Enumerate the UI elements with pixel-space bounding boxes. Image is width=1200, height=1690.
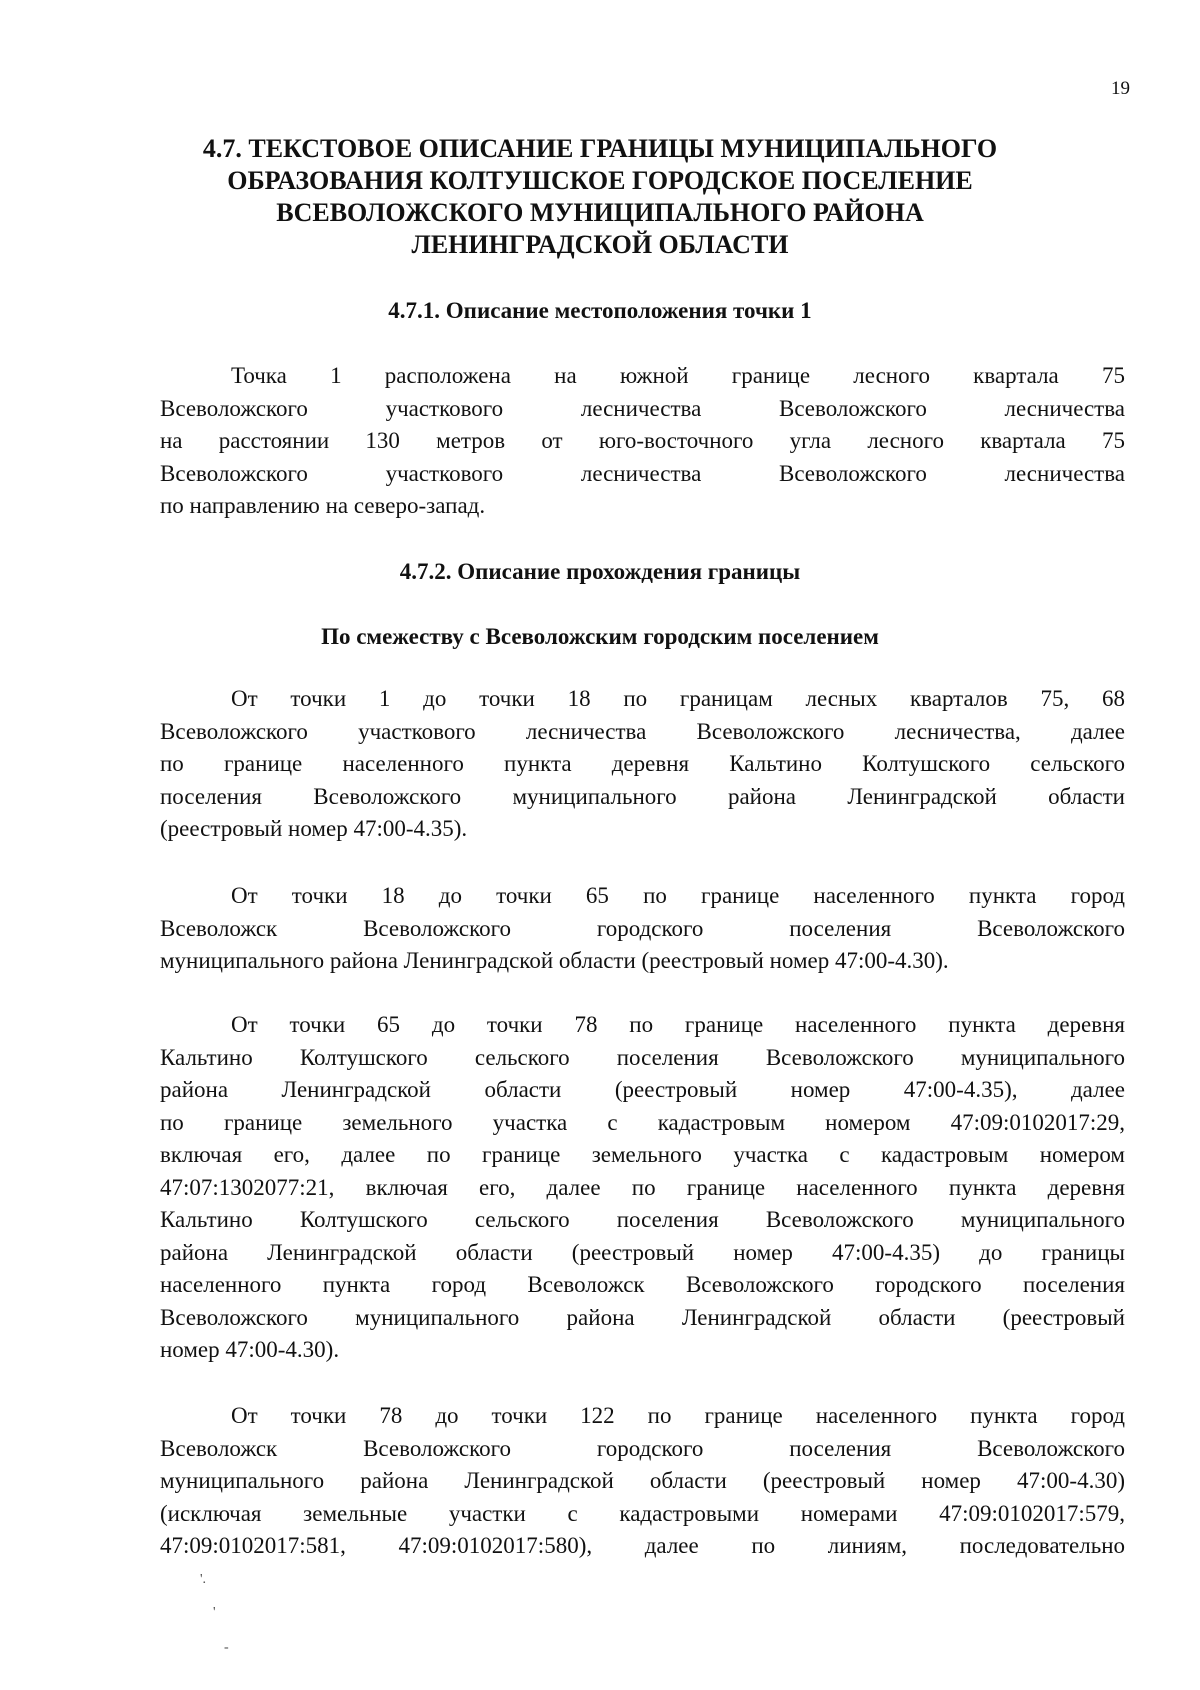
paragraph-points-18-65 <box>160 880 1125 978</box>
document-title <box>160 133 1040 261</box>
text-line: От точки 65 до точки 78 по границе населенного пункта деревня <box>231 1012 1125 1037</box>
section-subheading: По смежеству с Всеволожским городским поселением <box>321 624 879 649</box>
text-line: по границе земельного участка с кадастровым номером 47:09:0102017:29, <box>160 1109 1125 1135</box>
text-line: Точка 1 расположена на южной границе лесного квартала 75 <box>231 363 1125 388</box>
section-heading-4-7-2: 4.7.2. Описание прохождения границы <box>399 559 801 584</box>
text-line: на расстоянии 130 метров от юго-восточного угла лесного квартала 75 <box>160 428 1125 453</box>
text-line: Кальтино Колтушского сельского поселения Всеволожского муниципального <box>160 1207 1125 1232</box>
text-line: От точки 18 до точки 65 по границе населенного пункта город <box>231 883 1125 908</box>
text-line: населенного пункта город Всеволожск Всеволожского городского поселения <box>160 1272 1125 1297</box>
text-line: (исключая земельные участки с кадастровыми номерами 47:09:0102017:579, <box>160 1500 1125 1526</box>
text-line: муниципального района Ленинградской области (реестровый номер 47:00-4.30). <box>160 948 949 973</box>
text-line: по направлению на северо-запад. <box>160 493 486 518</box>
text-line: поселения Всеволожского муниципального района Ленинградской области <box>160 783 1125 809</box>
title-line: ЛЕНИНГРАДСКОЙ ОБЛАСТИ <box>411 230 789 259</box>
text-line: Всеволожского участкового лесничества Всеволожского лесничества <box>160 460 1125 486</box>
title-line: ОБРАЗОВАНИЯ КОЛТУШСКОЕ ГОРОДСКОЕ ПОСЕЛЕНИЕ <box>227 166 973 195</box>
title-line: 4.7. ТЕКСТОВОЕ ОПИСАНИЕ ГРАНИЦЫ МУНИЦИПАЛЬНОГО <box>202 134 998 163</box>
text-line: муниципального района Ленинградской области (реестровый номер 47:00-4.30) <box>160 1468 1125 1493</box>
text-line: Всеволожского участкового лесничества Всеволожского лесничества, далее <box>160 718 1125 744</box>
text-line: района Ленинградской области (реестровый номер 47:00-4.35), далее <box>160 1077 1125 1102</box>
paragraph-points-1-18 <box>160 683 1125 846</box>
paragraph-points-65-78 <box>160 1009 1125 1367</box>
text-line: 47:07:1302077:21, включая его, далее по границе населенного пункта деревня <box>160 1174 1125 1200</box>
text-line: Кальтино Колтушского сельского поселения Всеволожского муниципального <box>160 1044 1125 1070</box>
text-line: 47:09:0102017:581, 47:09:0102017:580), далее по линиям, последовательно <box>160 1533 1125 1558</box>
scan-speck: ' <box>213 1605 216 1620</box>
text-line: От точки 78 до точки 122 по границе населенного пункта город <box>231 1403 1125 1428</box>
scan-speck: '. <box>200 1572 207 1587</box>
scan-speck: - <box>224 1640 229 1655</box>
text-line: включая его, далее по границе земельного участка с кадастровым номером <box>160 1142 1125 1167</box>
text-line: Всеволожск Всеволожского городского поселения Всеволожского <box>160 915 1125 941</box>
page-number: 19 <box>1111 78 1130 99</box>
text-line: номер 47:00-4.30). <box>160 1337 340 1362</box>
text-line: Всеволожского участкового лесничества Всеволожского лесничества <box>160 395 1125 421</box>
text-line: по границе населенного пункта деревня Кальтино Колтушского сельского <box>160 751 1125 776</box>
text-line: района Ленинградской области (реестровый номер 47:00-4.35) до границы <box>160 1239 1125 1265</box>
paragraph-point-1 <box>160 360 1125 523</box>
paragraph-points-78-122 <box>160 1400 1125 1563</box>
text-line: (реестровый номер 47:00-4.35). <box>160 816 468 841</box>
section-heading-4-7-1: 4.7.1. Описание местоположения точки 1 <box>388 298 812 323</box>
text-line: От точки 1 до точки 18 по границам лесных кварталов 75, 68 <box>231 686 1125 711</box>
title-line: ВСЕВОЛОЖСКОГО МУНИЦИПАЛЬНОГО РАЙОНА <box>276 198 924 227</box>
text-line: Всеволожского муниципального района Ленинградской области (реестровый <box>160 1304 1125 1330</box>
text-line: Всеволожск Всеволожского городского поселения Всеволожского <box>160 1435 1125 1461</box>
